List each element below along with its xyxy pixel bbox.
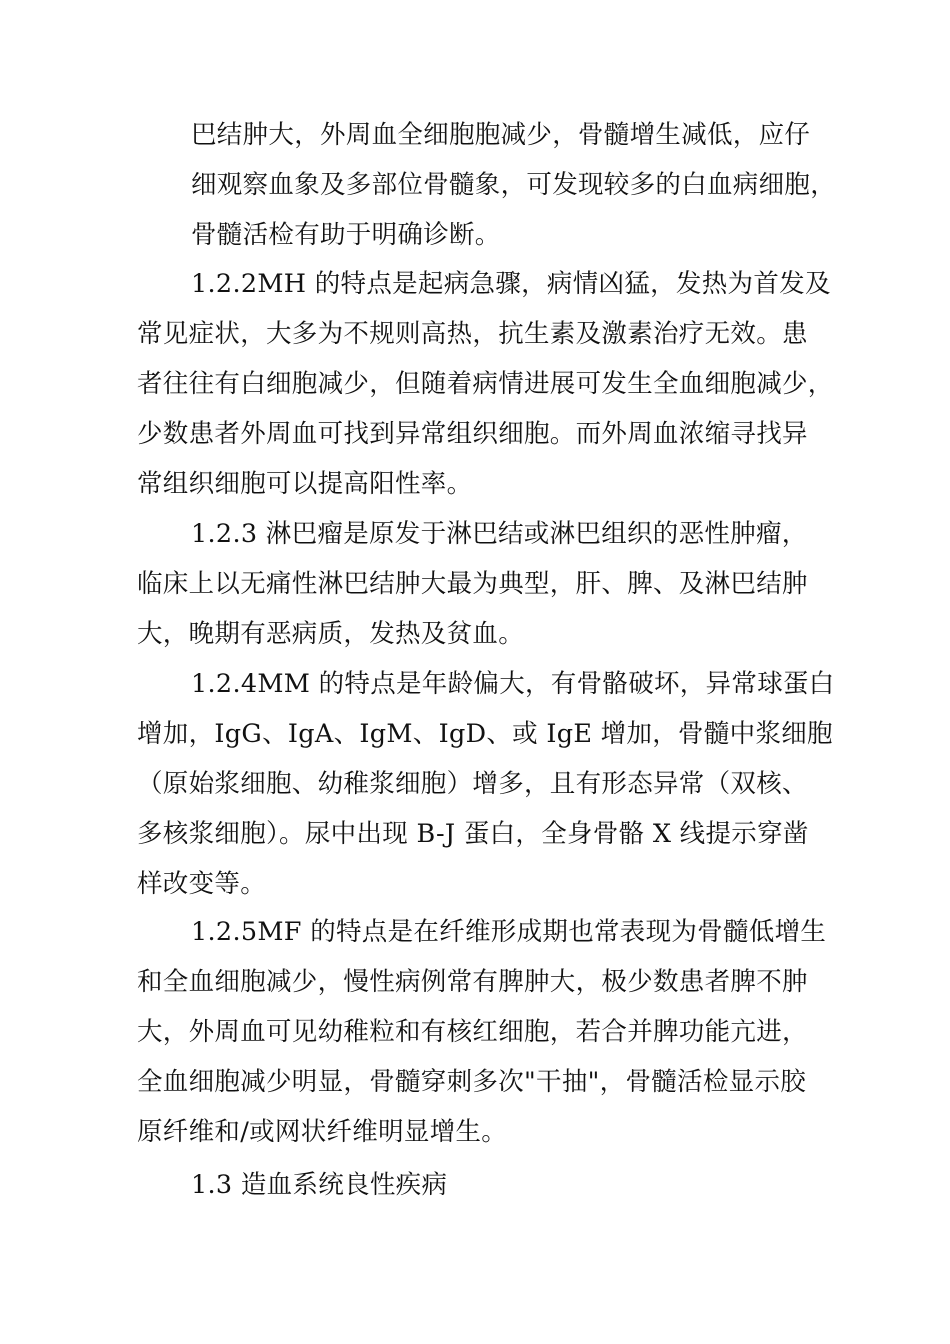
text-line: 常见症状，大多为不规则高热，抗生素及激素治疗无效。患 (137, 319, 808, 349)
text-line: 常组织细胞可以提高阳性率。 (137, 469, 473, 499)
paragraph-1-2-2 (137, 259, 834, 509)
continuation-paragraph (191, 110, 837, 260)
text-line: 少数患者外周血可找到异常组织细胞。而外周血浓缩寻找异 (137, 419, 808, 449)
text-line: 样改变等。 (137, 869, 267, 899)
text-line: 多核浆细胞）。尿中出现 B-J 蛋白，全身骨骼 X 线提示穿凿 (137, 819, 809, 849)
text-line: 1.2.2MH 的特点是起病急骤，病情凶猛，发热为首发及 (191, 269, 831, 299)
paragraph-1-2-4 (137, 659, 835, 909)
text-line: 大，晚期有恶病质，发热及贫血。 (137, 619, 525, 649)
text-line: 全血细胞减少明显，骨髓穿刺多次"干抽"，骨髓活检显示胶 (137, 1067, 807, 1097)
text-line: 骨髓活检有助于明确诊断。 (191, 220, 501, 250)
section-heading: 1.3 造血系统良性疾病 (191, 1170, 448, 1200)
text-line: 细观察血象及多部位骨髓象，可发现较多的白血病细胞， (191, 170, 837, 200)
text-line: 者往往有白细胞减少，但随着病情进展可发生全血细胞减少， (137, 369, 834, 399)
paragraph-1-2-5 (137, 907, 827, 1157)
text-line: 1.2.4MM 的特点是年龄偏大，有骨骼破坏，异常球蛋白 (191, 669, 835, 699)
text-line: 和全血细胞减少，慢性病例常有脾肿大，极少数患者脾不肿 (137, 967, 808, 997)
paragraph-1-2-3 (137, 509, 807, 659)
text-line: （原始浆细胞、幼稚浆细胞）增多，且有形态异常（双核、 (137, 769, 808, 799)
section-heading-1-3 (137, 1160, 807, 1210)
text-line: 巴结肿大，外周血全细胞胞减少，骨髓增生减低，应仔 (191, 120, 811, 150)
text-line: 1.2.5MF 的特点是在纤维形成期也常表现为骨髓低增生 (191, 917, 827, 947)
text-line: 临床上以无痛性淋巴结肿大最为典型，肝、脾、及淋巴结肿 (137, 569, 808, 599)
text-line: 1.2.3 淋巴瘤是原发于淋巴结或淋巴组织的恶性肿瘤， (191, 519, 808, 549)
text-line: 大，外周血可见幼稚粒和有核红细胞，若合并脾功能亢进， (137, 1017, 808, 1047)
text-line: 增加，IgG、IgA、IgM、IgD、或 IgE 增加，骨髓中浆细胞 (137, 719, 833, 749)
text-line: 原纤维和/或网状纤维明显增生。 (137, 1117, 508, 1147)
